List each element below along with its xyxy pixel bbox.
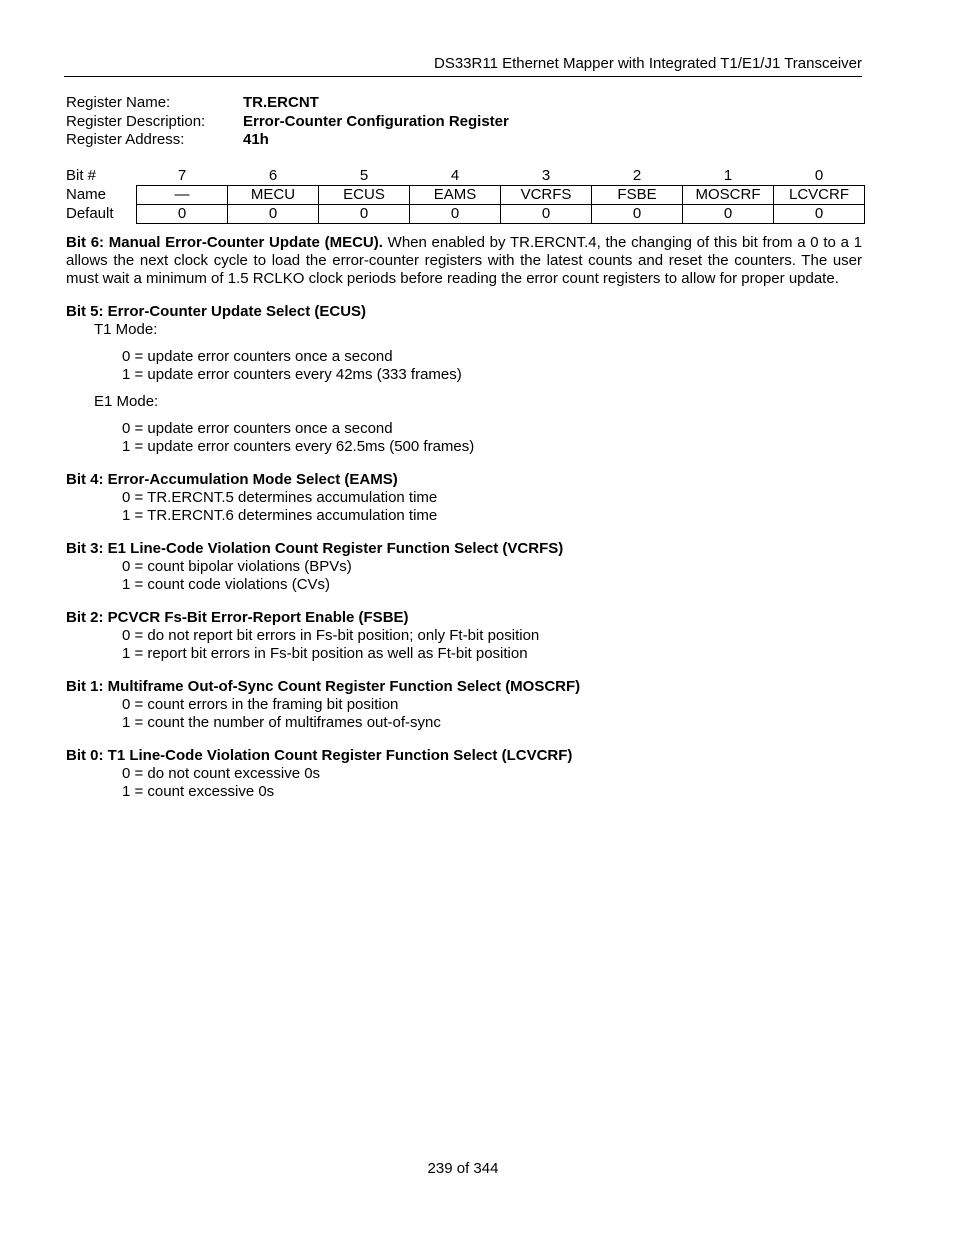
option-line: 0 = update error counters once a second [122, 420, 393, 437]
register-address-label: Register Address: [66, 131, 185, 148]
bit5-e1-mode-label: E1 Mode: [94, 393, 159, 410]
bit-name-label: Name [66, 186, 107, 203]
bit-number-cell: 3 [541, 167, 551, 184]
register-name-label: Register Name: [66, 94, 171, 111]
bit-name-cell: ECUS [319, 186, 410, 205]
bit-name-cell: EAMS [410, 186, 501, 205]
bit-default-cell: 0 [228, 205, 319, 224]
option-line: 0 = count bipolar violations (BPVs) [122, 558, 352, 575]
document-header: DS33R11 Ethernet Mapper with Integrated T1/E1/J1 Transceiver [433, 55, 862, 72]
bit-number-cell: 5 [359, 167, 369, 184]
option-line: 0 = do not count excessive 0s [122, 765, 321, 782]
bit4-title: Bit 4: Error-Accumulation Mode Select (EAMS) [66, 471, 398, 488]
bit-number-label: Bit # [66, 167, 97, 185]
bit-number-cell: 1 [723, 167, 733, 184]
register-address-row [66, 131, 509, 150]
option-line: 1 = count code violations (CVs) [122, 576, 331, 593]
bit0-section [66, 747, 862, 801]
bit1-title: Bit 1: Multiframe Out-of-Sync Count Register Function Select (MOSCRF) [66, 678, 581, 695]
bit5-t1-options [122, 348, 862, 384]
bit-number-row [64, 167, 865, 186]
register-address-value: 41h [243, 131, 269, 148]
bit-default-cell: 0 [137, 205, 228, 224]
bit-number-cell: 7 [177, 167, 187, 184]
option-line: 0 = count errors in the framing bit position [122, 696, 399, 713]
bit1-options [122, 696, 862, 732]
register-description-value: Error-Counter Configuration Register [243, 112, 509, 130]
bit-default-cell: 0 [410, 205, 501, 224]
bit3-section [66, 540, 862, 594]
bit3-options [122, 558, 862, 594]
register-info [66, 94, 509, 150]
bit3-title: Bit 3: E1 Line-Code Violation Count Register Function Select (VCRFS) [66, 540, 564, 557]
register-name-value: TR.ERCNT [243, 94, 319, 111]
option-line: 1 = count the number of multiframes out-of-sync [122, 714, 441, 731]
option-line: 0 = TR.ERCNT.5 determines accumulation time [122, 489, 438, 506]
bit4-section [66, 471, 862, 525]
bit-default-cell: 0 [501, 205, 592, 224]
bit6-description [66, 234, 862, 288]
bit2-section [66, 609, 862, 663]
header-rule [64, 76, 862, 77]
bit2-title: Bit 2: PCVCR Fs-Bit Error-Report Enable (FSBE) [66, 609, 409, 626]
bit-name-cell: FSBE [592, 186, 683, 205]
option-line: 1 = TR.ERCNT.6 determines accumulation time [122, 507, 438, 524]
bit6-text: When enabled by TR.ERCNT.4, the changing of this bit from a 0 to a 1 allows the next clock cycle to load the error-counter registers with the latest counts and reset the counters. The user must wait a minimum of 1.5 RCLKO clock periods before reading the error count registers to allow for proper update. [66, 234, 862, 287]
bit-name-cell: LCVCRF [774, 186, 865, 205]
option-line: 1 = report bit errors in Fs-bit position as well as Ft-bit position [122, 645, 528, 662]
bit-default-cell: 0 [592, 205, 683, 224]
bit0-title: Bit 0: T1 Line-Code Violation Count Register Function Select (LCVCRF) [66, 747, 573, 764]
bit5-section [66, 303, 862, 456]
option-line: 0 = update error counters once a second [122, 348, 393, 365]
bit6-title: Bit 6: Manual Error-Counter Update (MECU). [66, 234, 383, 251]
option-line: 1 = update error counters every 42ms (333 frames) [122, 366, 462, 383]
option-line: 1 = update error counters every 62.5ms (500 frames) [122, 438, 475, 455]
bit-default-cell: 0 [319, 205, 410, 224]
bit0-options [122, 765, 862, 801]
option-line: 0 = do not report bit errors in Fs-bit position; only Ft-bit position [122, 627, 540, 644]
bit-name-cell: — [137, 186, 228, 205]
bit-name-cell: VCRFS [501, 186, 592, 205]
bit-name-row [64, 186, 865, 205]
bit5-t1-mode-label: T1 Mode: [94, 321, 158, 338]
bit-table [64, 167, 865, 224]
bit-number-cell: 2 [632, 167, 642, 184]
register-name-row [66, 94, 509, 113]
bit5-title: Bit 5: Error-Counter Update Select (ECUS) [66, 303, 367, 320]
bit-default-row [64, 205, 865, 224]
register-description-label: Register Description: [66, 112, 206, 130]
register-description-row [66, 113, 509, 132]
bit-number-cell: 4 [450, 167, 460, 184]
bit-default-cell: 0 [683, 205, 774, 224]
bit4-options [122, 489, 862, 525]
option-line: 1 = count excessive 0s [122, 783, 275, 800]
page-number: 239 of 344 [427, 1160, 499, 1177]
bit1-section [66, 678, 862, 732]
bit-descriptions [66, 234, 862, 801]
bit-name-cell: MOSCRF [683, 186, 774, 205]
bit5-e1-options [122, 420, 862, 456]
bit-number-cell: 6 [268, 167, 278, 184]
bit-default-label: Default [66, 205, 114, 222]
bit-name-cell: MECU [228, 186, 319, 205]
bit-number-cell: 0 [814, 167, 824, 184]
bit2-options [122, 627, 862, 663]
bit-default-cell: 0 [774, 205, 865, 224]
